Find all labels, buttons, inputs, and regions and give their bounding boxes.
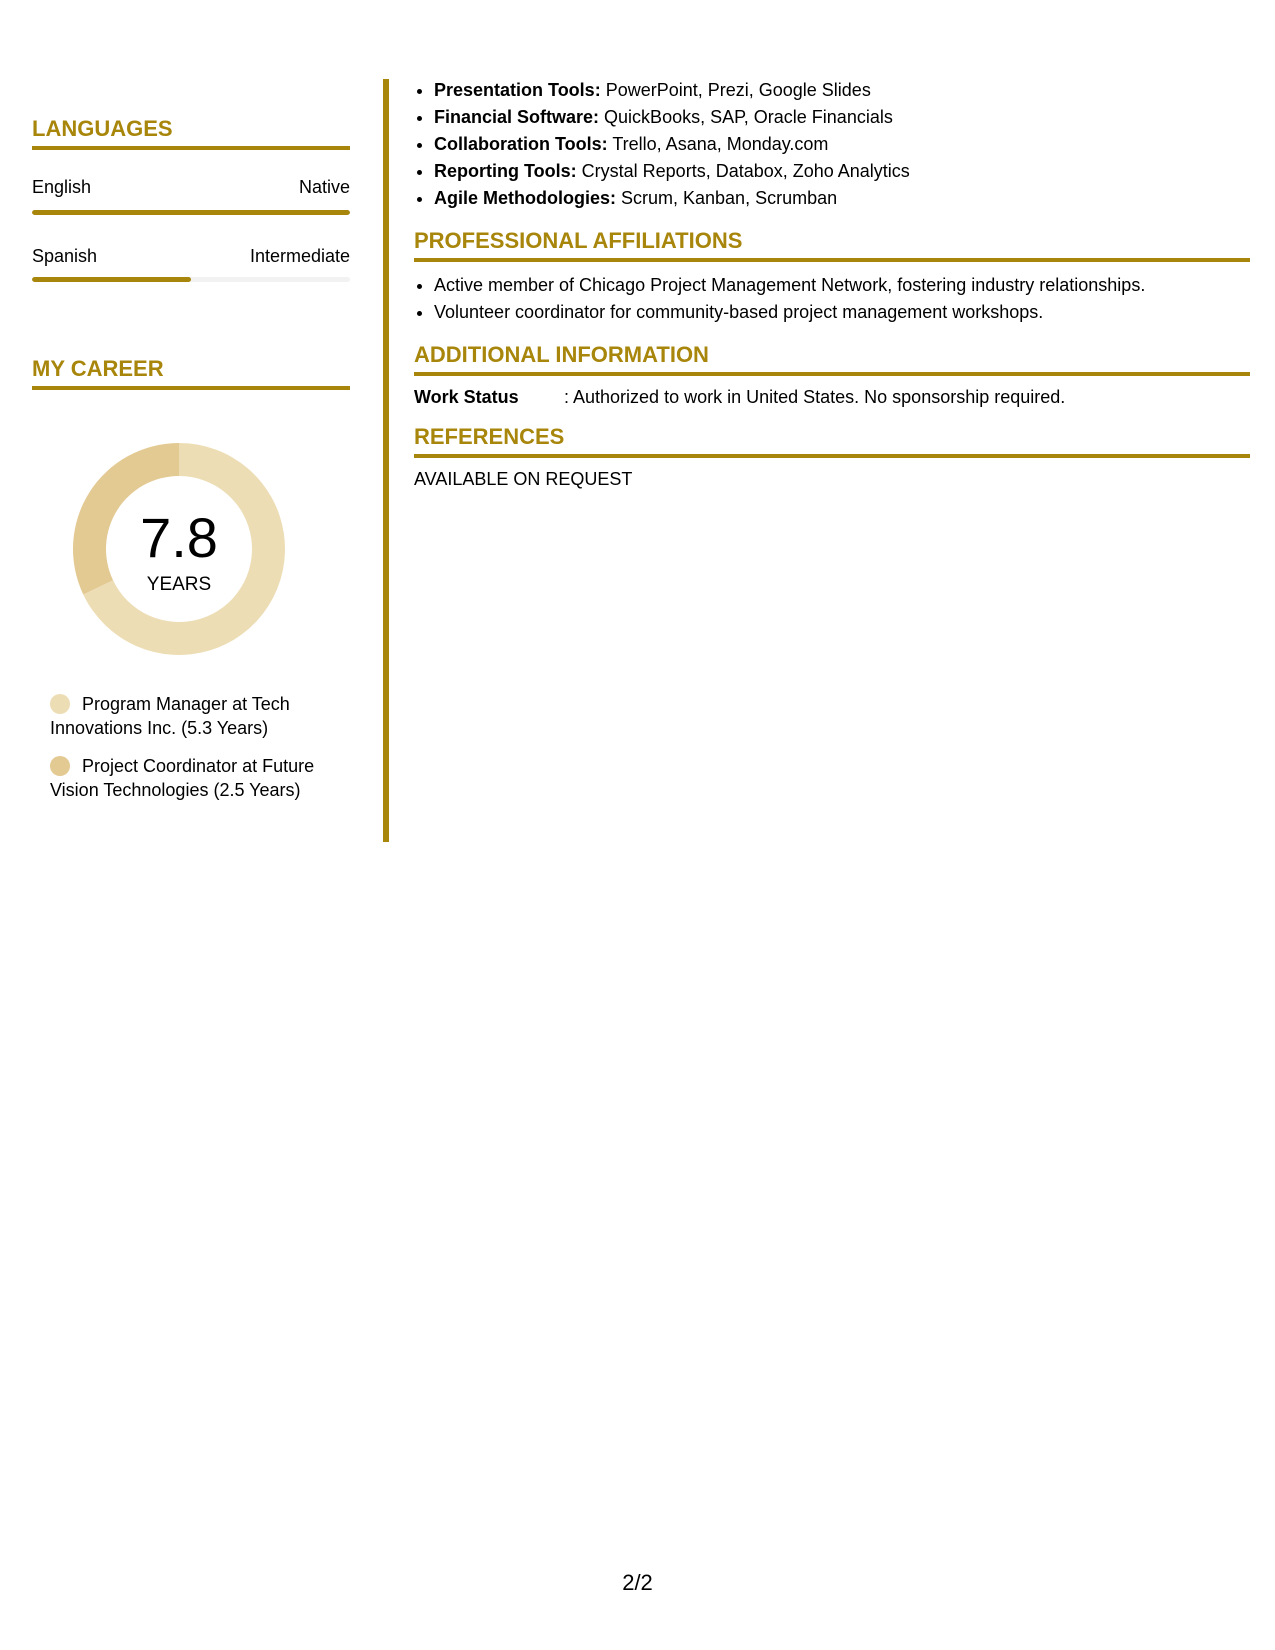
career-heading: MY CAREER bbox=[32, 356, 350, 390]
career-donut bbox=[66, 436, 292, 662]
career-legend bbox=[32, 692, 350, 802]
skill-label: Agile Methodologies: bbox=[434, 188, 616, 208]
skill-label: Financial Software: bbox=[434, 107, 600, 127]
skill-item bbox=[434, 77, 1250, 104]
page-number: 2/2 bbox=[622, 1570, 653, 1595]
career-donut-center bbox=[66, 436, 292, 662]
affiliations-list bbox=[414, 272, 1250, 326]
career-role: Project Coordinator at Future Vision Technologies (2.5 Years) bbox=[50, 756, 315, 800]
column-divider bbox=[383, 79, 389, 842]
language-proficiency-fill bbox=[32, 277, 191, 282]
language-level: Intermediate bbox=[249, 246, 350, 266]
language-proficiency-fill bbox=[32, 210, 350, 215]
skill-item bbox=[434, 158, 1250, 185]
language-item-spanish bbox=[32, 245, 350, 282]
skill-value: Crystal Reports, Databox, Zoho Analytics bbox=[576, 161, 910, 181]
skill-label: Collaboration Tools: bbox=[434, 134, 608, 154]
career-total-unit: YEARS bbox=[146, 574, 212, 595]
skill-label: Reporting Tools: bbox=[434, 161, 577, 181]
work-status-label: Work Status bbox=[414, 387, 519, 407]
language-level: Native bbox=[298, 177, 350, 197]
career-legend-item bbox=[50, 692, 340, 740]
legend-dot bbox=[50, 756, 70, 776]
career-role: Program Manager at Tech Innovations Inc. (5.3 Years) bbox=[50, 694, 290, 738]
career-chart bbox=[32, 436, 350, 816]
additional-info-heading: ADDITIONAL INFORMATION bbox=[414, 342, 1250, 376]
language-name: Spanish bbox=[32, 246, 98, 266]
references-text: AVAILABLE ON REQUEST bbox=[414, 469, 633, 489]
skill-value: QuickBooks, SAP, Oracle Financials bbox=[599, 107, 893, 127]
work-status-row bbox=[414, 386, 1250, 408]
skill-value: PowerPoint, Prezi, Google Slides bbox=[600, 80, 871, 100]
language-proficiency-bar bbox=[32, 210, 350, 215]
career-legend-item bbox=[50, 754, 340, 802]
skill-item bbox=[434, 131, 1250, 158]
legend-dot bbox=[50, 694, 70, 714]
skill-item bbox=[434, 185, 1250, 212]
skill-value: Trello, Asana, Monday.com bbox=[607, 134, 829, 154]
language-name: English bbox=[32, 177, 92, 197]
skill-value: Scrum, Kanban, Scrumban bbox=[616, 188, 838, 208]
affiliation-item: • Volunteer coordinator for community-based project management workshops. bbox=[434, 299, 1250, 326]
affiliation-item: • Active member of Chicago Project Management Network, fostering industry relationships. bbox=[434, 272, 1250, 299]
skills-list bbox=[414, 77, 1250, 212]
language-proficiency-bar bbox=[32, 277, 350, 282]
skill-label: Presentation Tools: bbox=[434, 80, 601, 100]
languages-heading: LANGUAGES bbox=[32, 116, 350, 150]
main-column bbox=[414, 78, 1250, 490]
affiliations-heading: PROFESSIONAL AFFILIATIONS bbox=[414, 228, 1250, 262]
references-heading: REFERENCES bbox=[414, 424, 1250, 458]
career-total-years: 7.8 bbox=[140, 506, 218, 569]
work-status-value: : Authorized to work in United States. No sponsorship required. bbox=[564, 387, 1066, 407]
language-item-english bbox=[32, 176, 350, 215]
skill-item bbox=[434, 104, 1250, 131]
